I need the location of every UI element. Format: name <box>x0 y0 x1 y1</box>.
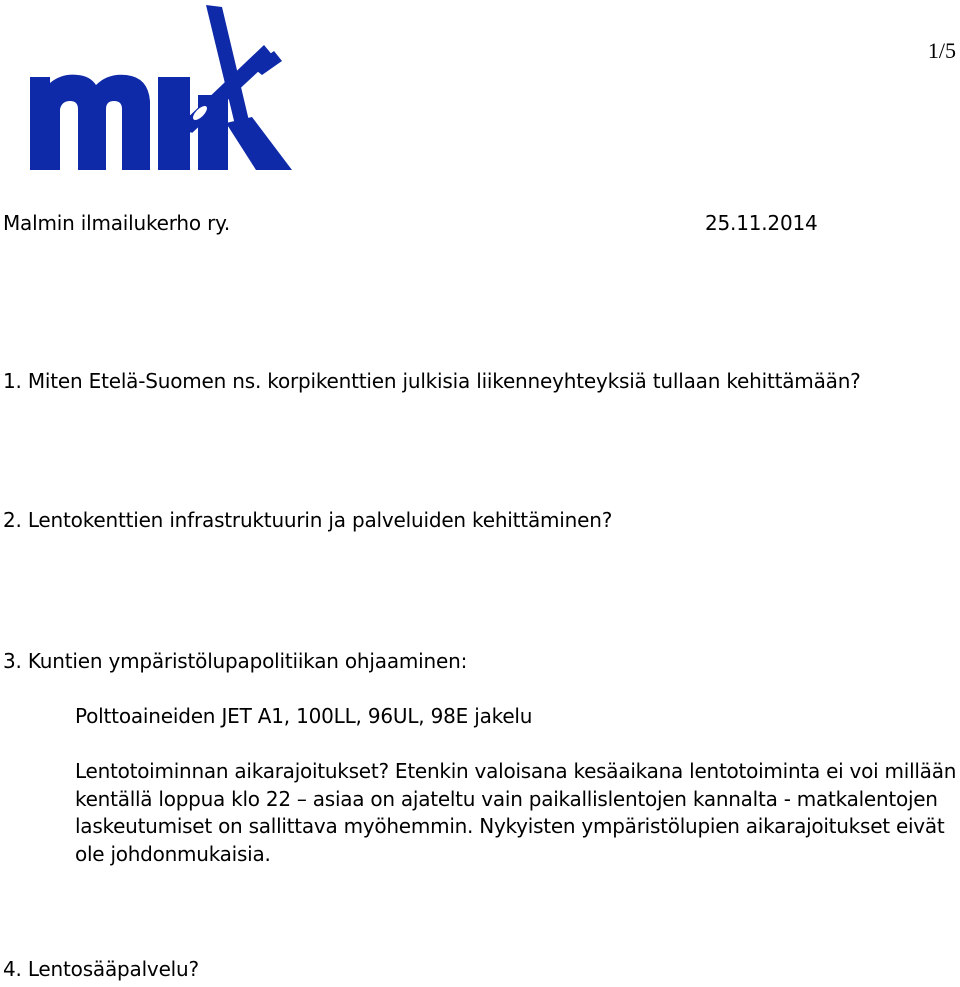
organization-name: Malmin ilmailukerho ry. <box>3 211 231 235</box>
question-3: 3. Kuntien ympäristölupapolitiikan ohjaaminen: <box>3 649 468 673</box>
document-date: 25.11.2014 <box>705 211 818 235</box>
question-1: 1. Miten Etelä-Suomen ns. korpikenttien julkisia liikenneyhteyksiä tullaan kehittämään? <box>3 369 861 393</box>
page-number: 1/5 <box>927 38 956 63</box>
question-2: 2. Lentokenttien infrastruktuurin ja palveluiden kehittäminen? <box>3 508 613 532</box>
question-4: 4. Lentosääpalvelu? <box>3 957 199 981</box>
fuel-distribution-item: Polttoaineiden JET A1, 100LL, 96UL, 98E jakelu <box>75 704 533 728</box>
flight-time-restrictions-paragraph: Lentotoiminnan aikarajoitukset? Etenkin valoisana kesäaikana lentotoiminta ei voi millään kentällä loppua klo 22 – asiaa on ajateltu vain paikallislentojen kannalta - matkalentojen laskeutumiset on sallittava myöhemmin. Nykyisten ympäristölupien aikarajoitukset eivät ole johdonmukaisia. <box>75 759 957 866</box>
mik-logo <box>30 5 292 170</box>
